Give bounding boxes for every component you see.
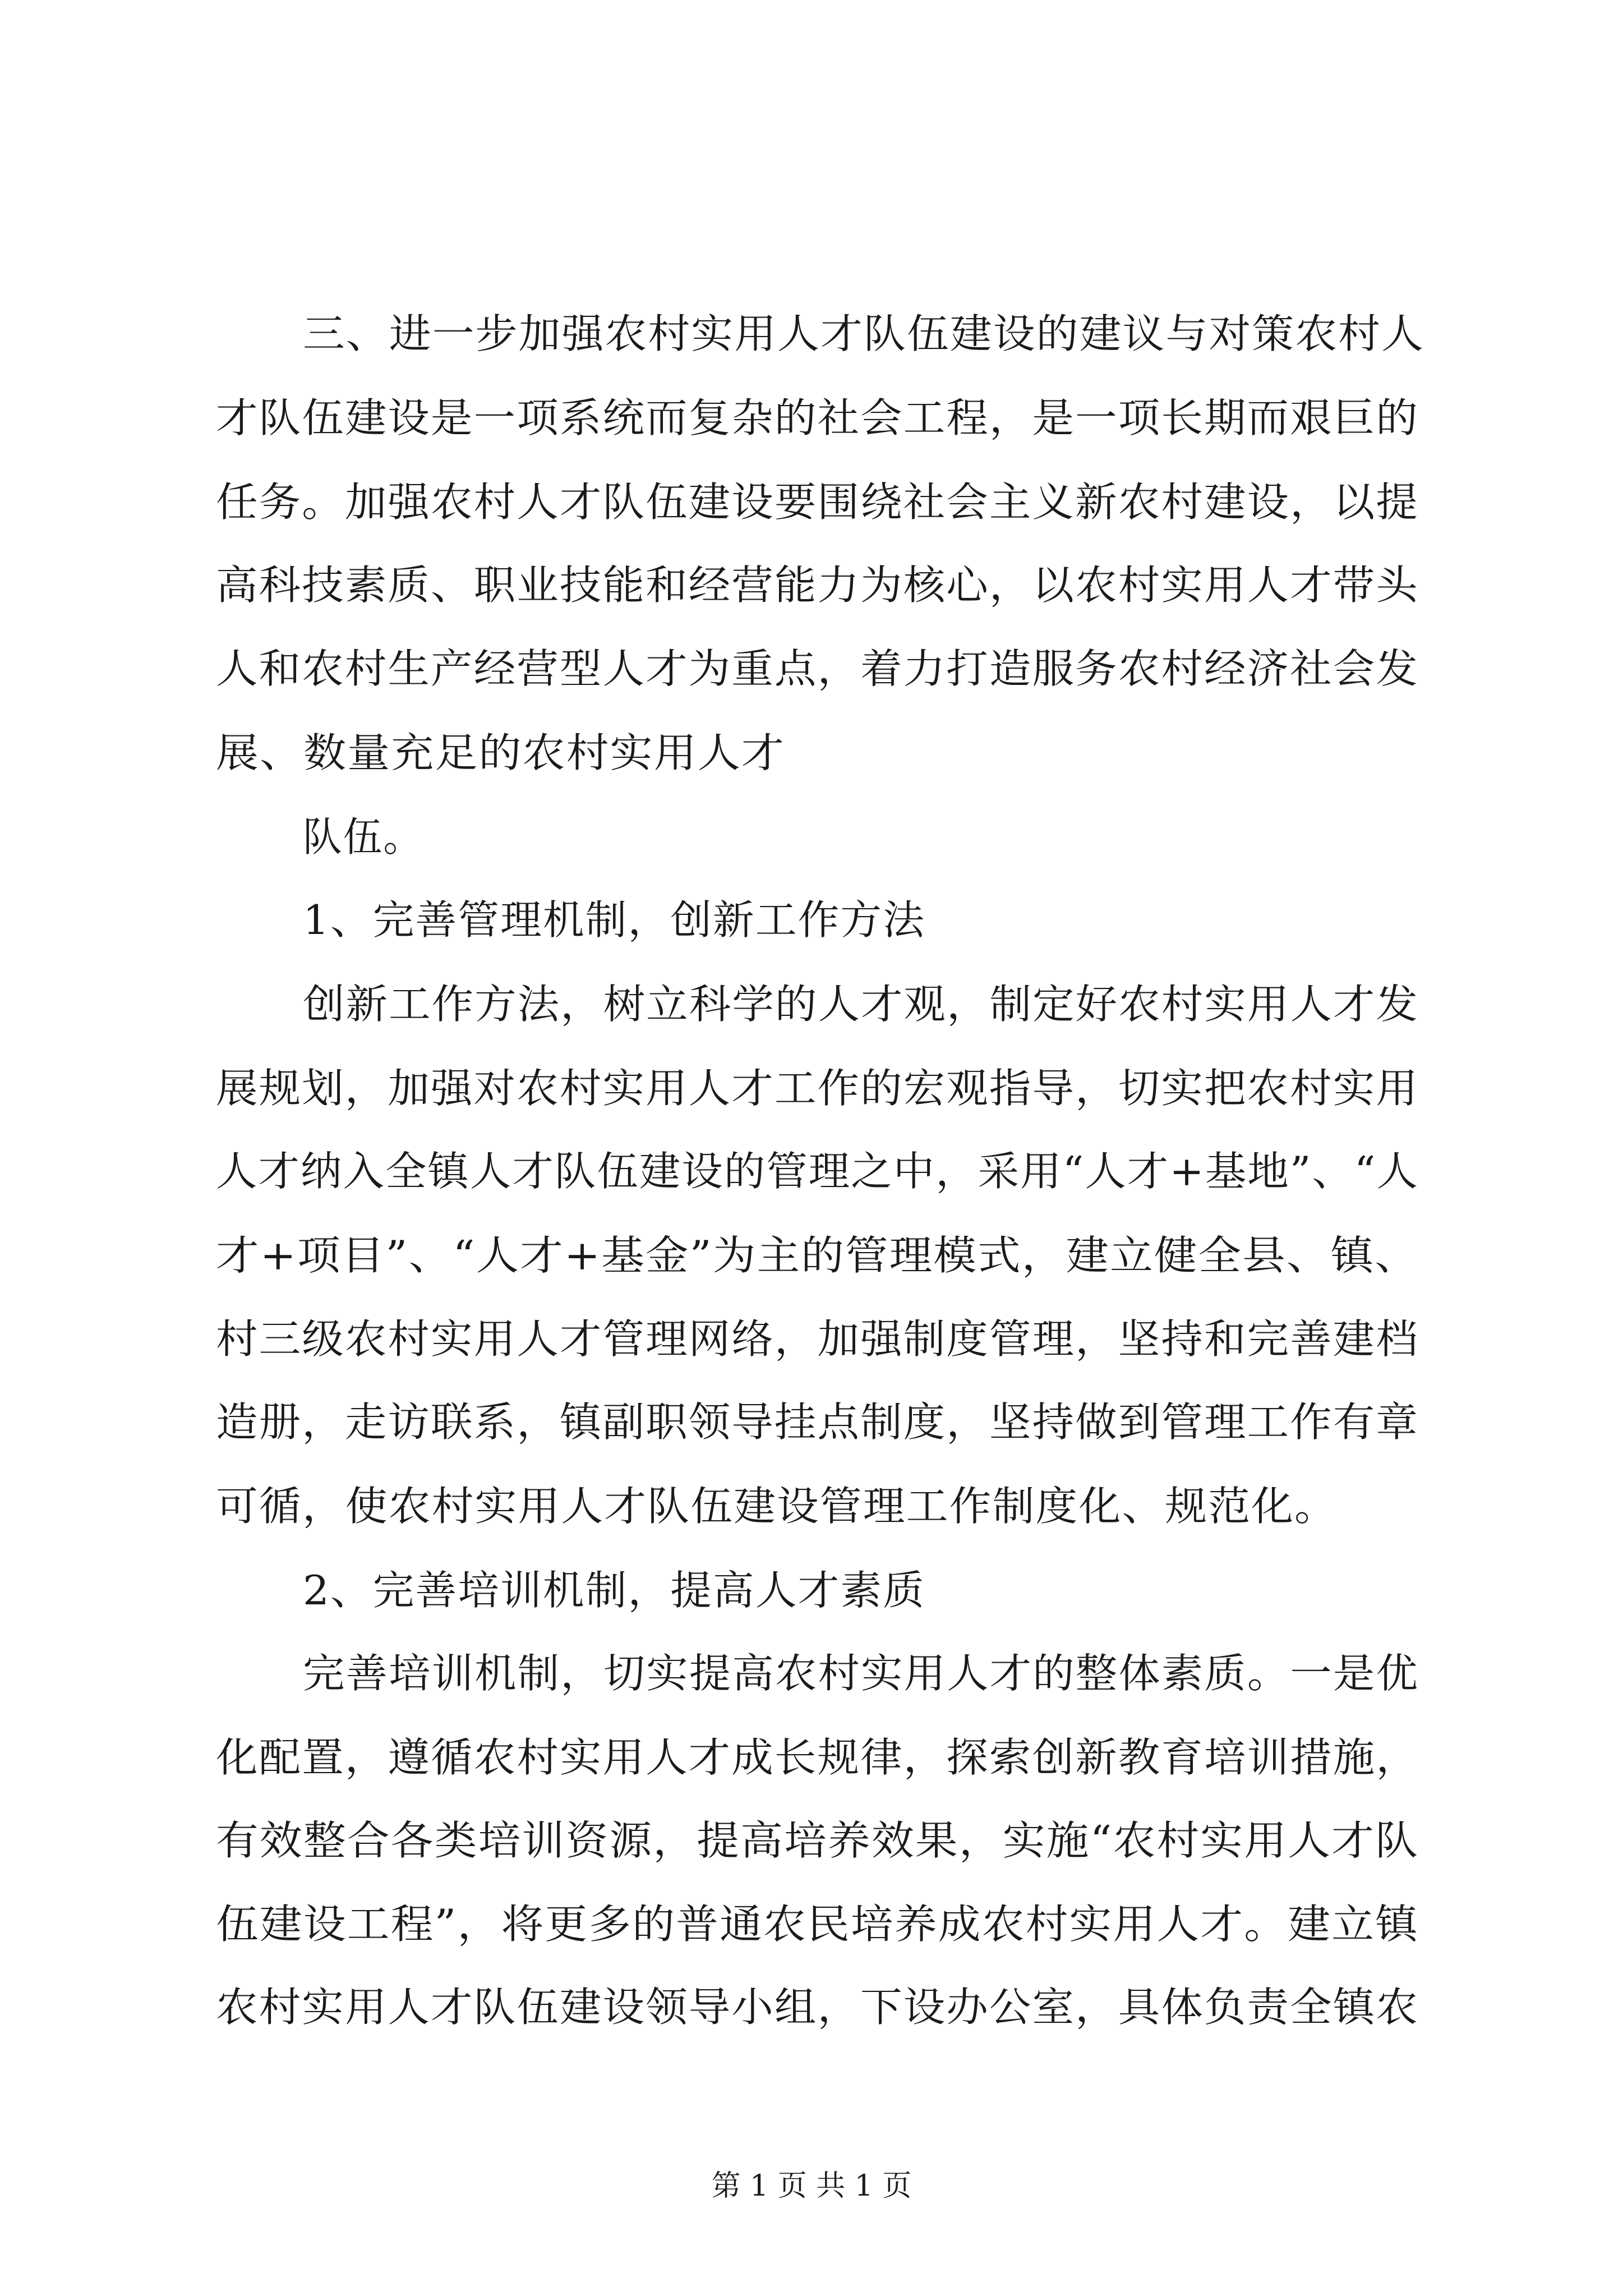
line-text: 可循，使农村实用人才队伍建设管理工作制度化、规范化。	[216, 1483, 1338, 1530]
line-text: 展规划，加强对农村实用人才工作的宏观指导，切实把农村实用	[216, 1065, 1419, 1112]
line-text: 任务。加强农村人才队伍建设要围绕社会主义新农村建设，以提	[216, 478, 1419, 526]
line-text: 三、进一步加强农村实用人才队伍建设的建议与对策农村人	[303, 310, 1424, 357]
line-text: 才队伍建设是一项系统而复杂的社会工程，是一项长期而艰巨的	[216, 394, 1419, 441]
line-text: 村三级农村实用人才管理网络，加强制度管理，坚持和完善建档	[216, 1315, 1419, 1363]
line-text: 人才纳入全镇人才队伍建设的管理之中，采用“人才+基地”、“人	[216, 1148, 1419, 1195]
heading-text: 2、完善培训机制，提高人才素质	[303, 1567, 925, 1614]
line-text: 人和农村生产经营型人才为重点，着力打造服务农村经济社会发	[216, 645, 1419, 692]
line-text: 农村实用人才队伍建设领导小组，下设办公室，具体负责全镇农	[216, 1984, 1419, 2031]
line-text: 队伍。	[303, 813, 423, 861]
line-text: 伍建设工程”，将更多的普通农民培养成农村实用人才。建立镇	[216, 1901, 1419, 1948]
line-text: 展、数量充足的农村实用人才	[216, 729, 785, 776]
page-footer: 第 1 页 共 1 页	[711, 2169, 912, 2203]
line-text: 化配置，遵循农村实用人才成长规律，探索创新教育培训措施，	[216, 1734, 1419, 1781]
line-text: 高科技素质、职业技能和经营能力为核心，以农村实用人才带头	[216, 562, 1419, 609]
line-text: 完善培训机制，切实提高农村实用人才的整体素质。一是优	[303, 1650, 1419, 1697]
line-text: 才+项目”、“人才+基金”为主的管理模式，建立健全县、镇、	[216, 1232, 1419, 1279]
line-text: 创新工作方法，树立科学的人才观，制定好农村实用人才发	[303, 981, 1419, 1028]
line-text: 造册，走访联系，镇副职领导挂点制度，坚持做到管理工作有章	[216, 1398, 1419, 1446]
line-text: 有效整合各类培训资源，提高培养效果，实施“农村实用人才队	[216, 1817, 1419, 1864]
heading-text: 1、完善管理机制，创新工作方法	[303, 896, 925, 944]
